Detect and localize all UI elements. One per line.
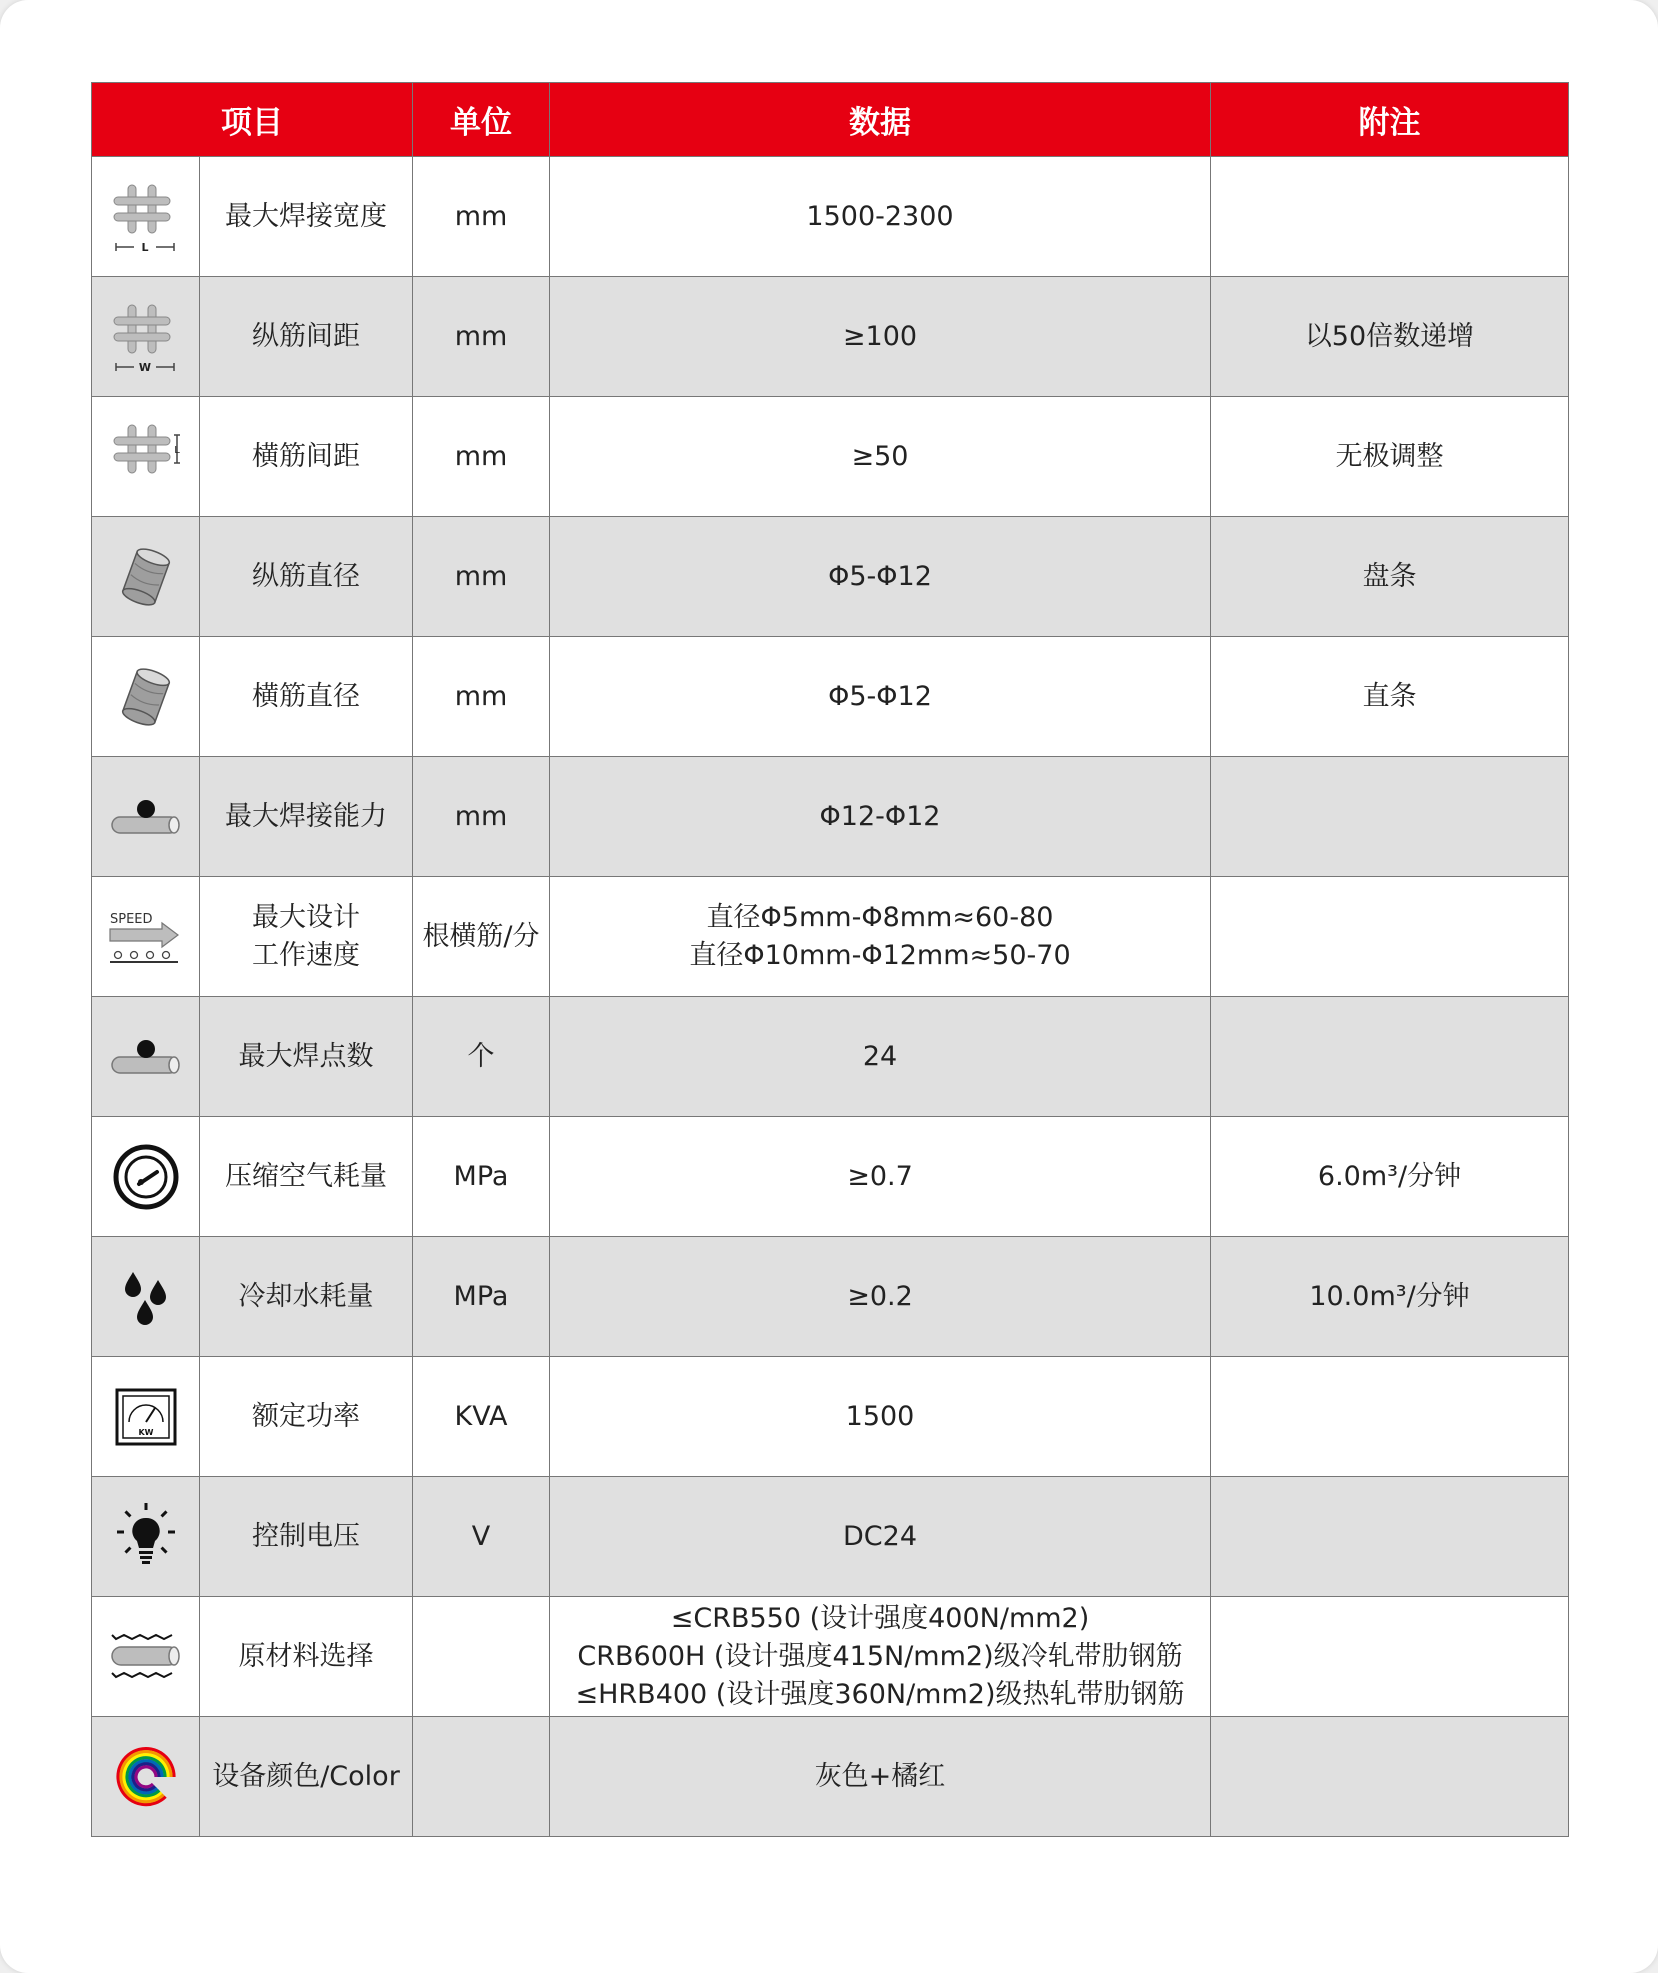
- header-note: 附注: [1211, 83, 1569, 157]
- table-row: [92, 997, 1569, 1117]
- unit-cell: MPa: [413, 1237, 550, 1357]
- table-row: [92, 517, 1569, 637]
- item-cell: 纵筋间距: [200, 277, 413, 397]
- unit-cell: KVA: [413, 1357, 550, 1477]
- unit-cell: MPa: [413, 1117, 550, 1237]
- unit-cell: [413, 1597, 550, 1717]
- note-cell: [1211, 1477, 1569, 1597]
- item-cell: 横筋间距: [200, 397, 413, 517]
- note-cell: 直条: [1211, 637, 1569, 757]
- table-row: [92, 757, 1569, 877]
- table-row: [92, 877, 1569, 997]
- item-cell: 控制电压: [200, 1477, 413, 1597]
- spec-table: [91, 82, 1569, 1837]
- data-cell: ≥0.7: [550, 1117, 1211, 1237]
- svg-text:KW: KW: [137, 1427, 154, 1437]
- note-cell: [1211, 757, 1569, 877]
- header-data: 数据: [550, 83, 1211, 157]
- note-cell: 6.0m³/分钟: [1211, 1117, 1569, 1237]
- svg-text:SPEED: SPEED: [109, 911, 153, 927]
- mesh-longitudinal-spacing-icon: [92, 277, 200, 397]
- unit-cell: mm: [413, 637, 550, 757]
- table-row: [92, 1117, 1569, 1237]
- data-cell: 灰色+橘红: [550, 1717, 1211, 1837]
- data-cell: 1500-2300: [550, 157, 1211, 277]
- data-cell: ≤CRB550 (设计强度400N/mm2) CRB600H (设计强度415N/mm2)级冷轧带肋钢筋 ≤HRB400 (设计强度360N/mm2)级热轧带肋钢筋: [550, 1597, 1211, 1717]
- item-cell: 纵筋直径: [200, 517, 413, 637]
- item-cell: 冷却水耗量: [200, 1237, 413, 1357]
- data-cell: DC24: [550, 1477, 1211, 1597]
- power-meter-icon: [92, 1357, 200, 1477]
- unit-cell: 个: [413, 997, 550, 1117]
- svg-text:L: L: [140, 240, 149, 254]
- table-row: [92, 1477, 1569, 1597]
- item-cell: 最大焊点数: [200, 997, 413, 1117]
- svg-text:L: L: [173, 444, 180, 456]
- note-cell: 盘条: [1211, 517, 1569, 637]
- rainbow-color-icon: [92, 1717, 200, 1837]
- light-bulb-icon: [92, 1477, 200, 1597]
- unit-cell: [413, 1717, 550, 1837]
- unit-cell: 根横筋/分: [413, 877, 550, 997]
- note-cell: [1211, 877, 1569, 997]
- header-unit: 单位: [413, 83, 550, 157]
- unit-cell: V: [413, 1477, 550, 1597]
- table-row: [92, 157, 1569, 277]
- header-item: 项目: [92, 83, 413, 157]
- item-cell: 压缩空气耗量: [200, 1117, 413, 1237]
- data-cell: 直径Φ5mm-Φ8mm≈60-80 直径Φ10mm-Φ12mm≈50-70: [550, 877, 1211, 997]
- data-cell: ≥100: [550, 277, 1211, 397]
- table-header-row: [92, 83, 1569, 157]
- mesh-width-icon: [92, 157, 200, 277]
- data-cell: 1500: [550, 1357, 1211, 1477]
- table-row: [92, 1597, 1569, 1717]
- data-cell: ≥50: [550, 397, 1211, 517]
- table-row: [92, 277, 1569, 397]
- note-cell: [1211, 1357, 1569, 1477]
- item-cell: 最大设计 工作速度: [200, 877, 413, 997]
- note-cell: [1211, 1717, 1569, 1837]
- item-cell: 最大焊接能力: [200, 757, 413, 877]
- wire-coil-icon: [92, 637, 200, 757]
- weld-point-icon: [92, 997, 200, 1117]
- note-cell: 无极调整: [1211, 397, 1569, 517]
- data-cell: 24: [550, 997, 1211, 1117]
- table-row: [92, 1717, 1569, 1837]
- unit-cell: mm: [413, 397, 550, 517]
- svg-text:W: W: [138, 360, 151, 374]
- data-cell: Φ12-Φ12: [550, 757, 1211, 877]
- item-cell: 设备颜色/Color: [200, 1717, 413, 1837]
- table-row: [92, 1237, 1569, 1357]
- table-row: [92, 637, 1569, 757]
- item-cell: 原材料选择: [200, 1597, 413, 1717]
- note-cell: [1211, 1597, 1569, 1717]
- unit-cell: mm: [413, 157, 550, 277]
- unit-cell: mm: [413, 517, 550, 637]
- speed-icon: [92, 877, 200, 997]
- table-row: [92, 1357, 1569, 1477]
- note-cell: [1211, 157, 1569, 277]
- item-cell: 最大焊接宽度: [200, 157, 413, 277]
- weld-point-icon: [92, 757, 200, 877]
- item-cell: 横筋直径: [200, 637, 413, 757]
- raw-material-icon: [92, 1597, 200, 1717]
- mesh-transverse-spacing-icon: [92, 397, 200, 517]
- unit-cell: mm: [413, 757, 550, 877]
- note-cell: 以50倍数递增: [1211, 277, 1569, 397]
- pressure-gauge-icon: [92, 1117, 200, 1237]
- unit-cell: mm: [413, 277, 550, 397]
- wire-coil-icon: [92, 517, 200, 637]
- note-cell: 10.0m³/分钟: [1211, 1237, 1569, 1357]
- data-cell: Φ5-Φ12: [550, 637, 1211, 757]
- data-cell: Φ5-Φ12: [550, 517, 1211, 637]
- item-cell: 额定功率: [200, 1357, 413, 1477]
- data-cell: ≥0.2: [550, 1237, 1211, 1357]
- water-drops-icon: [92, 1237, 200, 1357]
- table-row: [92, 397, 1569, 517]
- note-cell: [1211, 997, 1569, 1117]
